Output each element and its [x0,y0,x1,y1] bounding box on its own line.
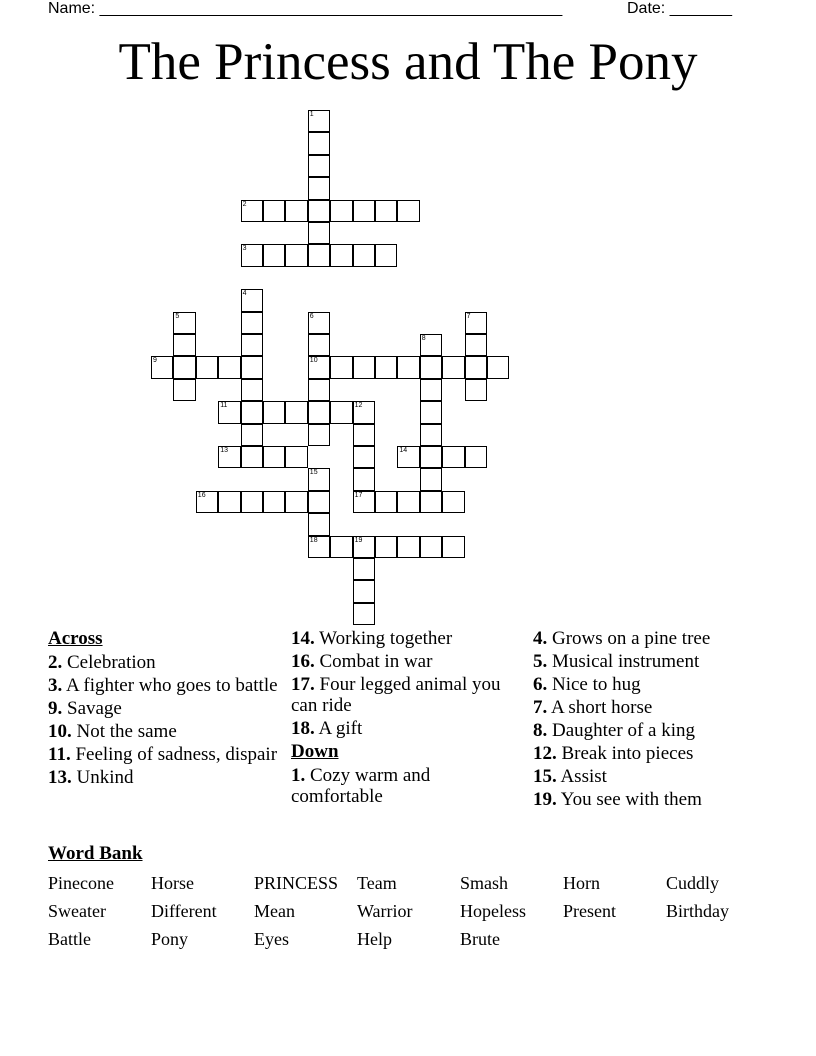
crossword-cell[interactable] [353,536,375,558]
clues-column-2 [291,628,521,809]
clue-text: Assist [556,766,607,787]
cell-number: 16 [197,491,206,499]
clue-item [48,698,278,719]
crossword-cell[interactable] [173,379,195,401]
crossword-cell[interactable] [308,536,330,558]
crossword-cell[interactable] [442,491,464,513]
cell-number: 2 [242,200,247,208]
clue-text: A short horse [547,697,653,718]
clue-number: 3. [48,675,63,696]
clue-item [533,674,753,695]
clue-item [533,697,753,718]
clue-number: 7. [533,697,548,718]
clue-item [291,651,521,672]
clue-number: 16. [291,651,315,672]
crossword-cell[interactable] [308,356,330,378]
clue-item [533,720,753,741]
crossword-cell[interactable] [465,446,487,468]
word-bank-word: Warrior [357,901,413,921]
crossword-cell[interactable] [420,491,442,513]
crossword-cell[interactable] [285,446,307,468]
crossword-cell[interactable] [308,244,330,266]
crossword-cell[interactable] [353,401,375,423]
clue-text: Savage [62,698,122,719]
crossword-cell[interactable] [241,289,263,311]
clue-item [48,652,278,673]
crossword-cell[interactable] [285,491,307,513]
clue-item [533,743,753,764]
clue-text: Combat in war [314,651,433,672]
clue-number: 2. [48,652,63,673]
clue-text: Break into pieces [556,743,694,764]
clue-number: 1. [291,765,306,786]
crossword-cell[interactable] [308,491,330,513]
clue-number: 13. [48,767,72,788]
crossword-cell[interactable] [397,536,419,558]
clue-text: Celebration [62,652,156,673]
crossword-cell[interactable] [397,446,419,468]
clue-text: You see with them [556,789,702,810]
word-bank-word: Battle [48,929,91,949]
crossword-cell[interactable] [442,356,464,378]
word-bank-word: Birthday [666,901,729,921]
clue-number: 18. [291,718,315,739]
clue-item [291,628,521,649]
cell-number: 18 [309,536,318,544]
cell-number: 8 [421,335,426,342]
crossword-cell[interactable] [353,200,375,222]
page-title: The Princess and The Pony [118,33,698,91]
word-bank-word: Horn [563,873,600,893]
crossword-cell[interactable] [420,401,442,423]
crossword-cell[interactable] [285,401,307,423]
crossword-cell[interactable] [420,379,442,401]
cell-number: 3 [242,245,247,253]
crossword-cell[interactable] [308,200,330,222]
word-bank-word: Help [357,929,392,949]
cell-number: 9 [153,357,157,365]
crossword-cell[interactable] [353,580,375,602]
crossword-cell[interactable] [241,356,263,378]
clue-number: 10. [48,721,72,742]
clue-item [533,628,753,649]
crossword-cell[interactable] [241,424,263,446]
clue-item [533,651,753,672]
crossword-cell[interactable] [308,155,330,177]
crossword-cell[interactable] [151,356,173,378]
crossword-cell[interactable] [241,244,263,266]
crossword-cell[interactable] [173,312,195,334]
crossword-cell[interactable] [420,446,442,468]
crossword-cell[interactable] [375,200,397,222]
crossword-cell[interactable] [308,401,330,423]
clue-number: 4. [533,628,548,649]
crossword-cell[interactable] [196,356,218,378]
crossword-cell[interactable] [308,334,330,356]
cell-number: 7 [466,312,471,320]
crossword-cell[interactable] [241,200,263,222]
clue-number: 12. [533,743,557,764]
clue-text: Unkind [71,767,134,788]
crossword-cell[interactable] [308,110,330,132]
cell-number: 10 [309,357,318,365]
crossword-cell[interactable] [420,356,442,378]
crossword-cell[interactable] [218,446,240,468]
clue-number: 8. [533,720,548,741]
crossword-cell[interactable] [465,356,487,378]
crossword-cell[interactable] [263,491,285,513]
clue-item [48,675,278,696]
word-bank-word: Cuddly [666,873,720,893]
clue-section-heading: Down [291,741,339,762]
crossword-cell[interactable] [308,468,330,490]
crossword-cell[interactable] [173,334,195,356]
crossword-cell[interactable] [330,200,352,222]
crossword-cell[interactable] [241,401,263,423]
crossword-cell[interactable] [308,222,330,244]
clues-column-3 [533,628,753,812]
clue-number: 14. [291,628,315,649]
crossword-cell[interactable] [353,603,375,625]
crossword-cell[interactable] [285,244,307,266]
word-bank-word: Present [563,901,616,921]
clue-text: A fighter who goes to battle [62,675,278,696]
clue-text: A gift [314,718,363,739]
cell-number: 19 [354,536,363,544]
word-bank-title: Word Bank [48,843,143,864]
clue-item [48,744,278,765]
crossword-cell[interactable] [465,334,487,356]
clue-number: 9. [48,698,63,719]
word-bank-word: Team [357,873,397,893]
crossword-cell[interactable] [330,401,352,423]
crossword-cell[interactable] [330,244,352,266]
clue-item [533,766,753,787]
crossword-cell[interactable] [397,356,419,378]
crossword-cell[interactable] [263,244,285,266]
crossword-cell[interactable] [420,468,442,490]
clue-text: Cozy warm and comfortable [291,765,431,807]
clue-item [48,767,278,788]
crossword-cell[interactable] [353,424,375,446]
crossword-cell[interactable] [353,446,375,468]
cell-number: 4 [242,290,247,298]
clue-number: 15. [533,766,557,787]
crossword-cell[interactable] [353,356,375,378]
crossword-cell[interactable] [218,491,240,513]
crossword-cell[interactable] [330,356,352,378]
crossword-cell[interactable] [308,132,330,154]
word-bank-word: Horse [151,873,194,893]
word-bank [48,873,768,949]
crossword-cell[interactable] [308,177,330,199]
crossword-cell[interactable] [241,491,263,513]
crossword-cell[interactable] [285,200,307,222]
clue-number: 11. [48,744,71,765]
crossword-cell[interactable] [442,536,464,558]
crossword-cell[interactable] [308,379,330,401]
crossword-cell[interactable] [241,446,263,468]
clue-number: 5. [533,651,548,672]
clue-text: Working together [314,628,453,649]
word-bank-word: Pony [151,929,189,949]
cell-number: 5 [175,312,180,320]
crossword-cell[interactable] [330,536,352,558]
clue-text: Nice to hug [547,674,641,695]
word-bank-word: Smash [460,873,509,893]
word-bank-word: Hopeless [460,901,526,921]
clue-text: Musical instrument [547,651,700,672]
crossword-cell[interactable] [375,536,397,558]
crossword-cell[interactable] [241,379,263,401]
word-bank-word: Pinecone [48,873,114,893]
cell-number: 11 [220,402,228,410]
cell-number: 1 [309,111,314,118]
clue-text: Four legged animal you can ride [291,674,501,716]
word-bank-word: Brute [460,929,500,949]
crossword-cell[interactable] [487,356,509,378]
crossword-cell[interactable] [263,200,285,222]
crossword-cell[interactable] [308,312,330,334]
crossword-cell[interactable] [420,536,442,558]
clue-number: 19. [533,789,557,810]
clue-item [533,789,753,810]
clues-column-1 [48,628,278,790]
cell-number: 12 [354,402,363,410]
cell-number: 6 [309,312,314,320]
cell-number: 15 [309,469,318,477]
crossword-cell[interactable] [263,401,285,423]
crossword-cell[interactable] [263,446,285,468]
cell-number: 13 [220,447,228,454]
word-bank-word: Mean [254,901,295,921]
crossword-cell[interactable] [397,491,419,513]
crossword-cell[interactable] [353,558,375,580]
crossword-cell[interactable] [397,200,419,222]
crossword-cell[interactable] [196,491,218,513]
crossword-cell[interactable] [420,334,442,356]
clue-item [291,674,521,716]
crossword-cell[interactable] [465,312,487,334]
clue-text: Feeling of sadness, dispair [70,744,278,765]
clue-item [291,765,521,807]
crossword-cell[interactable] [353,491,375,513]
crossword-cell[interactable] [241,312,263,334]
clue-number: 17. [291,674,315,695]
clue-text: Grows on a pine tree [547,628,711,649]
name-field-label[interactable]: Name: ____________________________________________________ [48,0,563,17]
crossword-cell[interactable] [173,356,195,378]
crossword-cell[interactable] [375,356,397,378]
word-bank-word: PRINCESS [254,873,339,893]
crossword-cell[interactable] [308,424,330,446]
word-bank-word: Eyes [254,929,289,949]
crossword-cell[interactable] [218,356,240,378]
clue-number: 6. [533,674,548,695]
cell-number: 14 [399,447,408,454]
crossword-cell[interactable] [218,401,240,423]
crossword-cell[interactable] [308,513,330,535]
clue-item [291,718,521,739]
crossword-cell[interactable] [241,334,263,356]
crossword-cell[interactable] [375,491,397,513]
date-field-label[interactable]: Date: _______ [627,0,732,17]
crossword-cell[interactable] [465,379,487,401]
crossword-cell[interactable] [442,446,464,468]
crossword-cell[interactable] [420,424,442,446]
clue-section-heading: Across [48,628,103,649]
clue-text: Daughter of a king [547,720,695,741]
clue-text: Not the same [71,721,177,742]
crossword-cell[interactable] [375,244,397,266]
word-bank-word: Different [151,901,217,921]
crossword-cell[interactable] [353,468,375,490]
crossword-cell[interactable] [353,244,375,266]
clue-item [48,721,278,742]
cell-number: 17 [354,491,363,499]
word-bank-word: Sweater [48,901,106,921]
